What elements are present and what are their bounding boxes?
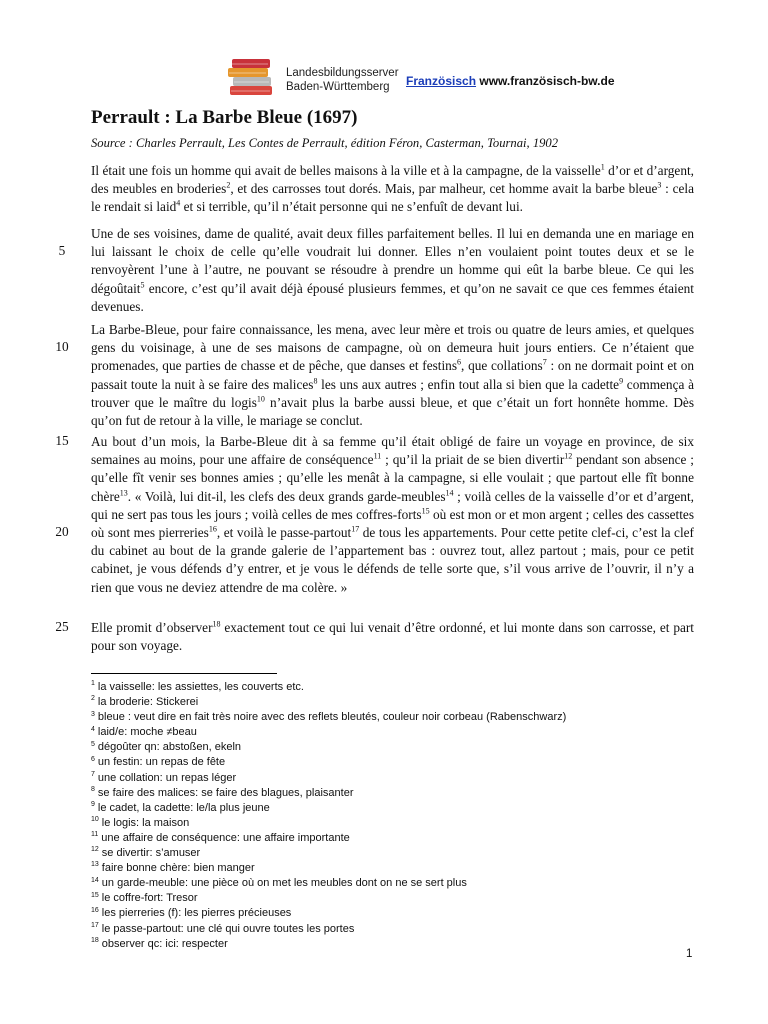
footnote-number: 13 xyxy=(91,861,99,869)
books-logo-icon xyxy=(224,56,278,100)
footnote-text: le coffre-fort: Tresor xyxy=(101,892,198,905)
line-number-15: 15 xyxy=(55,433,69,448)
footnote-ref: 15 xyxy=(421,506,430,516)
org-name-line2: Baden-Württemberg xyxy=(286,81,390,93)
footnote-ref: 9 xyxy=(619,376,624,386)
text-run: : on ne dormait point et on passait toute la nuit à se faire des malices xyxy=(91,358,695,392)
line-number-5: 5 xyxy=(58,243,66,258)
text-run: les uns aux autres ; enfin tout alla si bien que la cadette xyxy=(317,376,620,392)
footnote xyxy=(91,771,711,786)
footnote-text: la broderie: Stickerei xyxy=(97,696,199,709)
footnote-ref: 13 xyxy=(119,488,128,498)
footnote-text: le passe-partout: une clé qui ouvre toutes les portes xyxy=(101,922,355,935)
footnote xyxy=(91,831,711,846)
footnote-number: 4 xyxy=(91,725,95,733)
footnote xyxy=(91,680,711,695)
footnote-ref: 1 xyxy=(600,162,605,172)
footnote-ref: 11 xyxy=(373,451,382,461)
text-run: où est mon or et mon argent ; celles des cassettes où sont mes pierreries xyxy=(91,506,694,541)
page-number: 1 xyxy=(686,948,693,960)
line-number-20: 20 xyxy=(55,524,69,539)
footnote-text: une affaire de conséquence: une affaire importante xyxy=(101,831,350,844)
footnote-text: dégoûter qn: abstoßen, ekeln xyxy=(97,741,242,754)
line-number-10: 10 xyxy=(55,339,69,354)
line-number-25: 25 xyxy=(55,619,69,634)
text-run: commença à trouver que le maître du logis xyxy=(91,376,695,410)
footnote-ref: 18 xyxy=(212,619,221,629)
footnote-number: 1 xyxy=(91,680,95,688)
footnote xyxy=(91,695,711,710)
paragraph-4 xyxy=(91,433,694,597)
text-run: ; qu’il la priait de se bien divertir xyxy=(381,452,565,468)
footnote-number: 3 xyxy=(91,710,95,718)
footnote-ref: 4 xyxy=(176,198,181,208)
source-citation: Source : Charles Perrault, Les Contes de Perrault, édition Féron, Casterman, Tournai, 1902 xyxy=(91,136,559,150)
footnote-text: bleue : veut dire en fait très noire avec des reflets bleutés, couleur noir corbeau (Rabenschwarz) xyxy=(97,711,567,724)
footnote-number: 6 xyxy=(91,755,95,763)
footnote-number: 15 xyxy=(91,891,99,899)
footnote xyxy=(91,906,711,921)
footnote-text: observer qc: ici: respecter xyxy=(101,937,228,950)
footnote-text: les pierreries (f): les pierres précieuses xyxy=(101,907,292,920)
footnote-number: 11 xyxy=(91,831,99,839)
footnote-number: 10 xyxy=(91,816,99,824)
site-url: www.französisch-bw.de xyxy=(479,74,615,88)
text-run: , et des carrosses tout dorés. Mais, par malheur, cet homme avait la barbe bleue xyxy=(230,181,658,197)
text-run: et si terrible, qu’il n’était personne qui ne s’enfuît de devant lui. xyxy=(180,199,523,215)
footnote-text: le cadet, la cadette: le/la plus jeune xyxy=(97,801,270,814)
footnote-separator xyxy=(91,673,277,674)
text-run: Une de ses voisines, dame de qualité, avait deux filles parfaitement belles. Il lui en demanda une en mariage en lui laissant le choix de celle qu’elle voudrait lui donner. Elles n’en voulaient point toutes deux et se le renvoyèrent l’une à l’autre, ne pouvant se résoudre à prendre un homme qui eût la barbe bleue. Ce qui les dégoûtait xyxy=(91,226,694,296)
footnote-number: 9 xyxy=(91,801,95,809)
footnote-number: 2 xyxy=(91,695,95,703)
footnote-number: 5 xyxy=(91,740,95,748)
text-run: encore, c’est qu’il avait déjà épousé plusieurs femmes, et qu’on ne savait ce que ces femmes étaient devenues. xyxy=(91,280,694,314)
paragraph-1 xyxy=(91,162,694,217)
footnote xyxy=(91,725,711,740)
footnote-number: 12 xyxy=(91,846,99,854)
footnote-ref: 12 xyxy=(564,451,573,461)
footnote xyxy=(91,861,711,876)
text-run: ; voilà celles de la vaisselle d’or et d’argent, qui ne sert pas tous les jours ; voilà celles de mes coffres-forts xyxy=(91,488,694,522)
document-title: Perrault : La Barbe Bleue (1697) xyxy=(91,107,358,128)
footnote-text: une collation: un repas léger xyxy=(97,771,237,784)
text-run: Au bout d’un mois, la Barbe-Bleue dit à sa femme qu’il était obligé de faire un voyage en province, de six semaines au moins, pour une affaire de conséquence xyxy=(91,434,694,468)
footnote xyxy=(91,922,711,937)
footnote-text: se divertir: s’amuser xyxy=(101,847,201,860)
subject-link[interactable]: Französisch xyxy=(406,74,477,88)
text-run: d’or et d’argent, des meubles en broderies xyxy=(91,163,694,197)
footnote-number: 17 xyxy=(91,921,99,929)
text-run: . « Voilà, lui dit-il, les clefs des deux grands garde-meubles xyxy=(127,488,446,504)
footnote xyxy=(91,710,711,725)
footnote-number: 18 xyxy=(91,936,99,944)
footnote-text: un festin: un repas de fête xyxy=(97,756,226,769)
footnote-text: le logis: la maison xyxy=(101,816,190,829)
page-header xyxy=(224,54,644,102)
footnote xyxy=(91,740,711,755)
text-run: , que collations xyxy=(461,358,543,374)
footnote-ref: 14 xyxy=(445,488,454,498)
text-run: La Barbe-Bleue, pour faire connaissance, les mena, avec leur mère et trois ou quatre de leurs amies, et quelques gens du voisinage, à une de ses maisons de campagne, où on demeura huit jours entiers. Ce n’étaient que promenades, que parties de chasse et de pêche, que danses et festins xyxy=(91,322,694,374)
footnote xyxy=(91,755,711,770)
footnote xyxy=(91,876,711,891)
footnote-ref: 10 xyxy=(256,394,265,404)
paragraph-5 xyxy=(91,619,694,655)
text-run: Il était une fois un homme qui avait de belles maisons à la ville et à la campagne, de la vaisselle xyxy=(91,163,601,178)
footnote-text: la vaisselle: les assiettes, les couverts etc. xyxy=(97,681,304,693)
text-run: pendant son absence ; qu’elle fît venir ses bonnes amies ; qu’elle les menât à la campagne, si elle voulait ; que partout elle fît bonne chère xyxy=(91,452,694,504)
footnote xyxy=(91,786,711,801)
paragraph-2 xyxy=(91,225,694,316)
footnote-number: 7 xyxy=(91,770,95,778)
footnote-text: laid/e: moche ≠beau xyxy=(97,726,197,739)
text-run: Elle promit d’observer xyxy=(91,620,213,635)
text-run: exactement tout ce qui lui venait d’être ordonné, et lui monte dans son carrosse, et part pour son voyage. xyxy=(91,620,694,654)
footnotes-list xyxy=(91,680,711,952)
text-run: , et voilà le passe-partout xyxy=(216,525,352,541)
footnote-text: se faire des malices: se faire des blagues, plaisanter xyxy=(97,786,354,799)
footnote-ref: 6 xyxy=(457,357,462,367)
footnote-number: 8 xyxy=(91,786,95,793)
footnote xyxy=(91,816,711,831)
footnote-text: un garde-meuble: une pièce où on met les meubles dont on ne se sert plus xyxy=(101,877,467,890)
footnote-ref: 8 xyxy=(313,376,318,386)
paragraph-3 xyxy=(91,321,694,430)
header-links xyxy=(406,74,615,88)
footnote-ref: 7 xyxy=(542,357,547,367)
footnote-number: 14 xyxy=(91,876,99,884)
text-run: n’avait plus la barbe aussi bleue, et que c’était un fort honnête homme. Dès qu’on fut de retour à la ville, le mariage se conclut. xyxy=(91,394,694,429)
footnote-number: 16 xyxy=(91,906,99,914)
text-run: de tous les appartements. Pour cette petite clef-ci, c’est la clef du cabinet au bout de la grande galerie de l’appartement bas : ouvrez tout, allez partout ; mais, pour ce petit cabinet, je vous défends d’y entrer, et je vous le défends de telle sorte que, s’il vous arrive de l’ouvrir, il n’y a rien que vous ne deviez attendre de ma colère. » xyxy=(91,525,694,595)
text-run: : cela le rendait si laid xyxy=(91,181,694,215)
footnote xyxy=(91,846,711,861)
footnote xyxy=(91,801,711,816)
footnote-ref: 3 xyxy=(657,180,662,190)
footnote-ref: 16 xyxy=(208,524,217,534)
footnote-text: faire bonne chère: bien manger xyxy=(101,862,255,875)
org-name xyxy=(286,66,399,94)
footnote-ref: 2 xyxy=(226,180,231,190)
org-name-line1: Landesbildungsserver xyxy=(286,67,399,79)
footnote xyxy=(91,891,711,906)
footnote-ref: 5 xyxy=(140,280,145,290)
footnote-ref: 17 xyxy=(351,524,360,534)
footnote xyxy=(91,937,711,952)
